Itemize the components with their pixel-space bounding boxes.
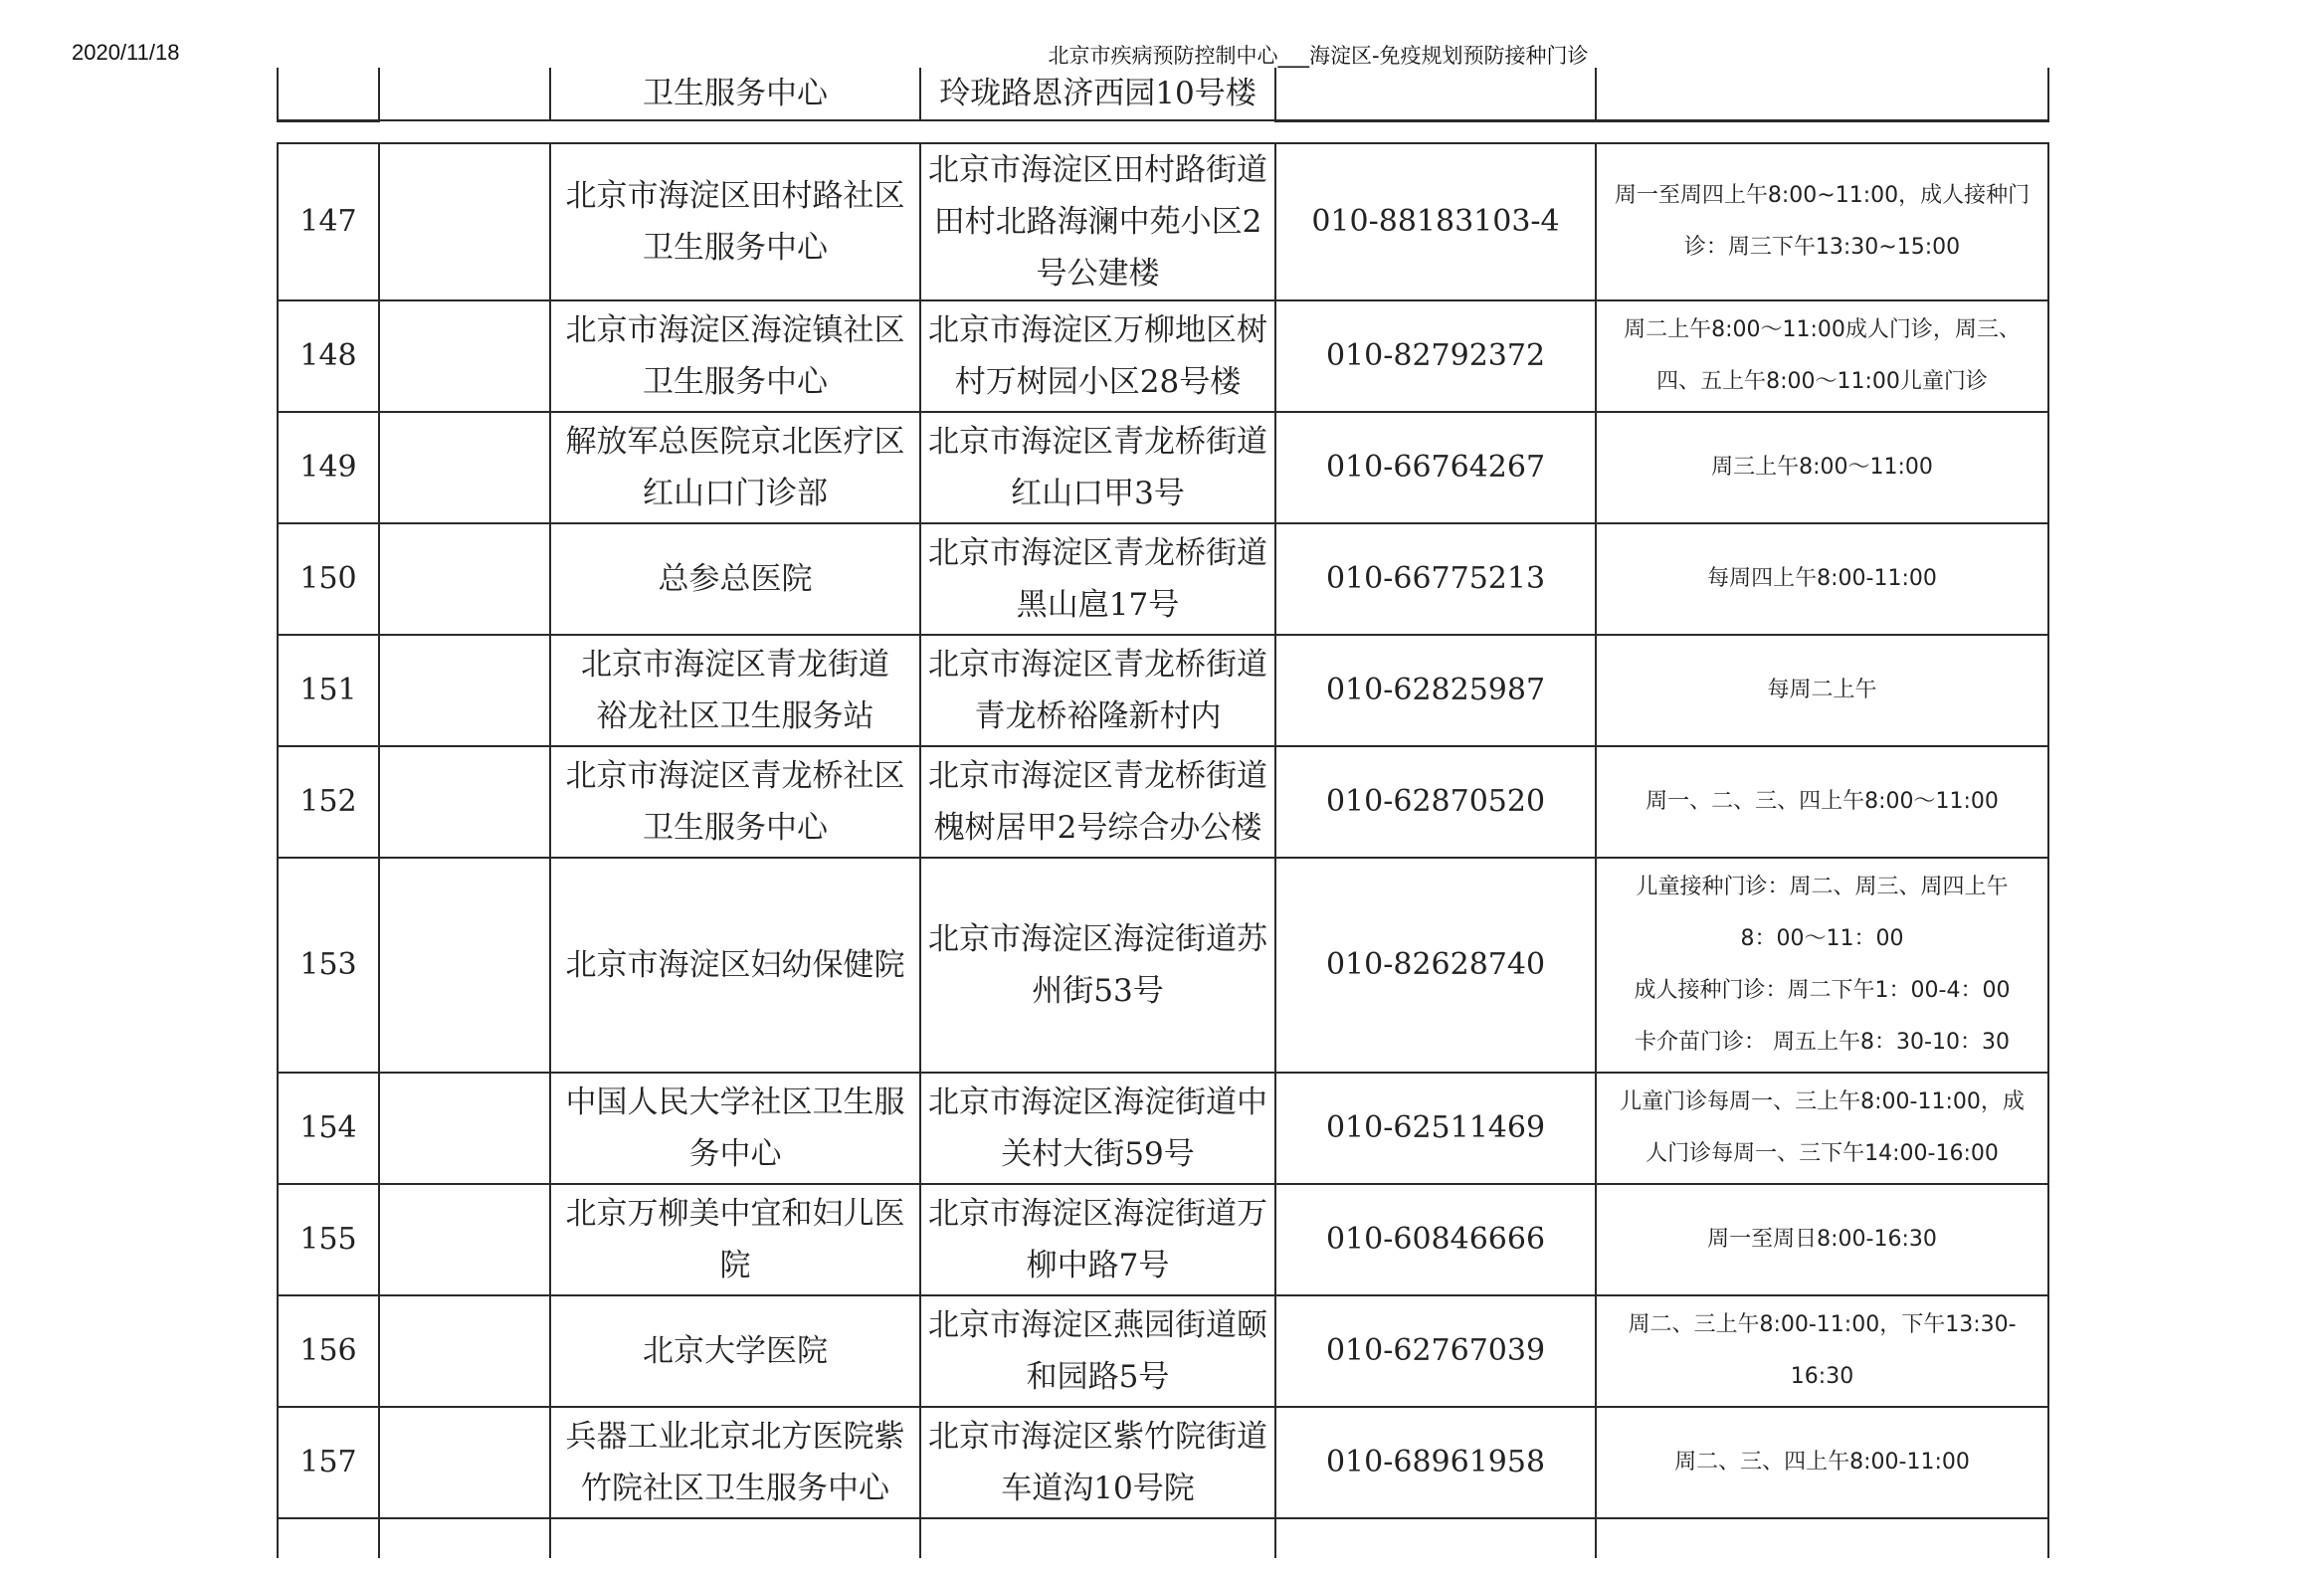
clinic-address-line: 黑山扈17号 bbox=[1016, 586, 1180, 623]
row-number: 150 bbox=[278, 523, 379, 635]
clinic-name-line: 兵器工业北京北方医院紫 bbox=[565, 1418, 905, 1455]
clinic-address bbox=[920, 143, 1275, 300]
clinic-phone: 010-88183103-4 bbox=[1275, 143, 1596, 300]
row-number: 147 bbox=[278, 143, 379, 300]
row-number: 151 bbox=[278, 635, 379, 746]
table-row bbox=[278, 523, 2048, 635]
clinic-hours-line: 周三上午8:00～11:00 bbox=[1711, 454, 1933, 480]
clinic-hours bbox=[1596, 412, 2048, 523]
clinic-name-line: 北京大学医院 bbox=[643, 1332, 828, 1369]
clinic-name-line: 卫生服务中心 bbox=[643, 809, 828, 846]
clinic-phone: 010-66764267 bbox=[1275, 412, 1596, 523]
table-row bbox=[278, 1295, 2048, 1407]
clinic-address-line: 田村北路海澜中苑小区2 bbox=[933, 203, 1262, 240]
table-row bbox=[278, 1184, 2048, 1295]
partial-cell bbox=[1596, 1518, 2048, 1558]
table-row bbox=[278, 1407, 2048, 1518]
blank-cell bbox=[379, 412, 550, 523]
clinic-hours-line: 每周四上午8:00-11:00 bbox=[1707, 565, 1937, 591]
clinic-phone: 010-62511469 bbox=[1275, 1073, 1596, 1184]
table-row bbox=[278, 858, 2048, 1073]
clinic-address bbox=[920, 523, 1275, 635]
row-number: 149 bbox=[278, 412, 379, 523]
clinic-address-line: 村万树园小区28号楼 bbox=[954, 363, 1242, 400]
clinic-hours-line: 诊：周三下午13:30~15:00 bbox=[1683, 234, 1961, 260]
clinic-phone: 010-82628740 bbox=[1275, 858, 1596, 1073]
clinic-address bbox=[920, 1295, 1275, 1407]
clinic-hours-line: 周二上午8:00～11:00成人门诊，周三、 bbox=[1624, 316, 2021, 342]
clinic-name bbox=[550, 1073, 920, 1184]
continued-name-cell: 卫生服务中心 bbox=[550, 68, 920, 120]
clinic-name bbox=[550, 523, 920, 635]
continued-hours-cell bbox=[1596, 68, 2048, 120]
clinic-hours-line: 卡介苗门诊： 周五上午8：30-10：30 bbox=[1635, 1029, 2010, 1055]
clinic-address bbox=[920, 746, 1275, 858]
clinic-address-line: 红山口甲3号 bbox=[1011, 475, 1185, 511]
clinic-hours bbox=[1596, 1295, 2048, 1407]
clinic-address-line: 青龙桥裕隆新村内 bbox=[974, 697, 1222, 734]
partial-cell bbox=[278, 1518, 379, 1558]
page-gap bbox=[278, 120, 2048, 143]
blank-cell bbox=[379, 1407, 550, 1518]
page-title: 北京市疾病预防控制中心___海淀区-免疫规划预防接种门诊 bbox=[1048, 44, 1589, 68]
clinic-hours-line: 四、五上午8:00～11:00儿童门诊 bbox=[1656, 368, 1988, 394]
row-number: 156 bbox=[278, 1295, 379, 1407]
clinic-name-line: 中国人民大学社区卫生服 bbox=[565, 1084, 905, 1120]
clinic-hours-line: 周二、三上午8:00-11:00，下午13:30- bbox=[1628, 1311, 2017, 1337]
clinic-address-line: 北京市海淀区青龙桥街道 bbox=[928, 646, 1267, 683]
clinic-address-line: 车道沟10号院 bbox=[1001, 1470, 1195, 1506]
continued-blank-cell bbox=[379, 68, 550, 120]
clinic-address-line: 北京市海淀区紫竹院街道 bbox=[928, 1418, 1267, 1455]
partial-cell bbox=[1275, 1518, 1596, 1558]
clinic-address bbox=[920, 858, 1275, 1073]
clinic-name-line: 红山口门诊部 bbox=[643, 475, 828, 511]
row-number: 154 bbox=[278, 1073, 379, 1184]
blank-cell bbox=[379, 523, 550, 635]
clinic-name-line: 北京市海淀区青龙街道 bbox=[581, 646, 889, 683]
blank-cell bbox=[379, 300, 550, 412]
row-number: 155 bbox=[278, 1184, 379, 1295]
print-date: 2020/11/18 bbox=[72, 40, 180, 65]
clinic-address bbox=[920, 412, 1275, 523]
clinic-hours-line: 周一、二、三、四上午8:00～11:00 bbox=[1646, 788, 1999, 814]
clinic-table bbox=[277, 68, 2049, 1558]
clinic-hours bbox=[1596, 1073, 2048, 1184]
clinic-address-line: 关村大街59号 bbox=[1001, 1135, 1195, 1172]
clinic-name bbox=[550, 143, 920, 300]
clinic-name-line: 总参总医院 bbox=[658, 560, 813, 597]
clinic-address-line: 北京市海淀区万柳地区树 bbox=[928, 311, 1267, 348]
clinic-hours-line: 8：00～11：00 bbox=[1740, 925, 1904, 951]
clinic-name bbox=[550, 746, 920, 858]
clinic-name-line: 裕龙社区卫生服务站 bbox=[596, 697, 874, 734]
row-number: 148 bbox=[278, 300, 379, 412]
partial-cell bbox=[550, 1518, 920, 1558]
continued-address-cell: 玲珑路恩济西园10号楼 bbox=[920, 68, 1275, 120]
row-number: 153 bbox=[278, 858, 379, 1073]
clinic-address-line: 北京市海淀区海淀街道中 bbox=[928, 1084, 1267, 1120]
clinic-hours-line: 儿童接种门诊：周二、周三、周四上午 bbox=[1636, 874, 2009, 899]
clinic-phone: 010-68961958 bbox=[1275, 1407, 1596, 1518]
clinic-hours-line: 儿童门诊每周一、三上午8:00-11:00，成 bbox=[1620, 1088, 2025, 1114]
table-row bbox=[278, 412, 2048, 523]
clinic-address-line: 和园路5号 bbox=[1026, 1358, 1170, 1395]
clinic-address bbox=[920, 1073, 1275, 1184]
partial-cell bbox=[379, 1518, 550, 1558]
next-row-partial bbox=[278, 1518, 2048, 1558]
clinic-address bbox=[920, 1184, 1275, 1295]
clinic-phone: 010-62825987 bbox=[1275, 635, 1596, 746]
clinic-name-line: 北京市海淀区妇幼保健院 bbox=[565, 946, 905, 983]
clinic-hours-line: 成人接种门诊：周二下午1：00-4：00 bbox=[1634, 977, 2011, 1003]
clinic-phone: 010-60846666 bbox=[1275, 1184, 1596, 1295]
table-row bbox=[278, 746, 2048, 858]
clinic-name bbox=[550, 300, 920, 412]
clinic-hours bbox=[1596, 523, 2048, 635]
blank-cell bbox=[379, 1184, 550, 1295]
page-gap-cell bbox=[278, 120, 2048, 143]
clinic-address-line: 槐树居甲2号综合办公楼 bbox=[933, 809, 1262, 846]
clinic-hours-line: 周一至周日8:00-16:30 bbox=[1707, 1226, 1937, 1252]
clinic-hours bbox=[1596, 143, 2048, 300]
continued-row bbox=[278, 68, 2048, 120]
clinic-phone: 010-66775213 bbox=[1275, 523, 1596, 635]
clinic-address bbox=[920, 300, 1275, 412]
clinic-name-line: 北京市海淀区青龙桥社区 bbox=[565, 757, 905, 794]
clinic-name bbox=[550, 1295, 920, 1407]
continued-phone-cell bbox=[1275, 68, 1596, 120]
clinic-phone: 010-62870520 bbox=[1275, 746, 1596, 858]
blank-cell bbox=[379, 746, 550, 858]
clinic-name bbox=[550, 412, 920, 523]
table-row bbox=[278, 143, 2048, 300]
row-number: 152 bbox=[278, 746, 379, 858]
clinic-hours-line: 每周二上午 bbox=[1767, 677, 1877, 702]
clinic-address bbox=[920, 635, 1275, 746]
clinic-name bbox=[550, 858, 920, 1073]
table-row bbox=[278, 300, 2048, 412]
clinic-name bbox=[550, 1184, 920, 1295]
clinic-name bbox=[550, 1407, 920, 1518]
row-number: 157 bbox=[278, 1407, 379, 1518]
continued-number-cell bbox=[278, 68, 379, 120]
partial-cell bbox=[920, 1518, 1275, 1558]
clinic-name-line: 务中心 bbox=[688, 1135, 782, 1172]
clinic-address-line: 北京市海淀区田村路街道 bbox=[928, 151, 1267, 188]
table-row bbox=[278, 635, 2048, 746]
clinic-hours bbox=[1596, 858, 2048, 1073]
clinic-address-line: 北京市海淀区海淀街道万 bbox=[928, 1195, 1267, 1232]
clinic-name-line: 北京市海淀区海淀镇社区 bbox=[565, 311, 905, 348]
blank-cell bbox=[379, 1295, 550, 1407]
clinic-name-line: 卫生服务中心 bbox=[643, 363, 828, 400]
clinic-name-line: 竹院社区卫生服务中心 bbox=[581, 1470, 889, 1506]
clinic-hours bbox=[1596, 1407, 2048, 1518]
blank-cell bbox=[379, 1073, 550, 1184]
clinic-hours-line: 人门诊每周一、三下午14:00-16:00 bbox=[1646, 1140, 1999, 1166]
clinic-hours bbox=[1596, 746, 2048, 858]
table-row bbox=[278, 1073, 2048, 1184]
clinic-hours-line: 周二、三、四上午8:00-11:00 bbox=[1674, 1449, 1970, 1475]
clinic-hours bbox=[1596, 300, 2048, 412]
clinic-name-line: 北京万柳美中宜和妇儿医 bbox=[565, 1195, 905, 1232]
clinic-hours-line: 周一至周四上午8:00~11:00，成人接种门 bbox=[1614, 182, 2031, 208]
clinic-name bbox=[550, 635, 920, 746]
clinic-address bbox=[920, 1407, 1275, 1518]
clinic-name-line: 解放军总医院京北医疗区 bbox=[565, 423, 905, 460]
blank-cell bbox=[379, 143, 550, 300]
clinic-name-line: 卫生服务中心 bbox=[643, 229, 828, 266]
clinic-address-line: 号公建楼 bbox=[1036, 255, 1160, 292]
clinic-address-line: 北京市海淀区海淀街道苏 bbox=[928, 920, 1267, 957]
clinic-address-line: 柳中路7号 bbox=[1026, 1247, 1170, 1283]
clinic-address-line: 北京市海淀区青龙桥街道 bbox=[928, 534, 1267, 571]
blank-cell bbox=[379, 858, 550, 1073]
clinic-address-line: 北京市海淀区青龙桥街道 bbox=[928, 757, 1267, 794]
blank-cell bbox=[379, 635, 550, 746]
clinic-name-line: 北京市海淀区田村路社区 bbox=[565, 177, 905, 214]
clinic-address-line: 北京市海淀区燕园街道颐 bbox=[928, 1306, 1267, 1343]
clinic-phone: 010-62767039 bbox=[1275, 1295, 1596, 1407]
clinic-hours-line: 16:30 bbox=[1790, 1363, 1854, 1389]
clinic-phone: 010-82792372 bbox=[1275, 300, 1596, 412]
clinic-hours bbox=[1596, 635, 2048, 746]
clinic-name-line: 院 bbox=[719, 1247, 751, 1283]
clinic-address-line: 北京市海淀区青龙桥街道 bbox=[928, 423, 1267, 460]
clinic-address-line: 州街53号 bbox=[1032, 972, 1164, 1009]
clinic-hours bbox=[1596, 1184, 2048, 1295]
